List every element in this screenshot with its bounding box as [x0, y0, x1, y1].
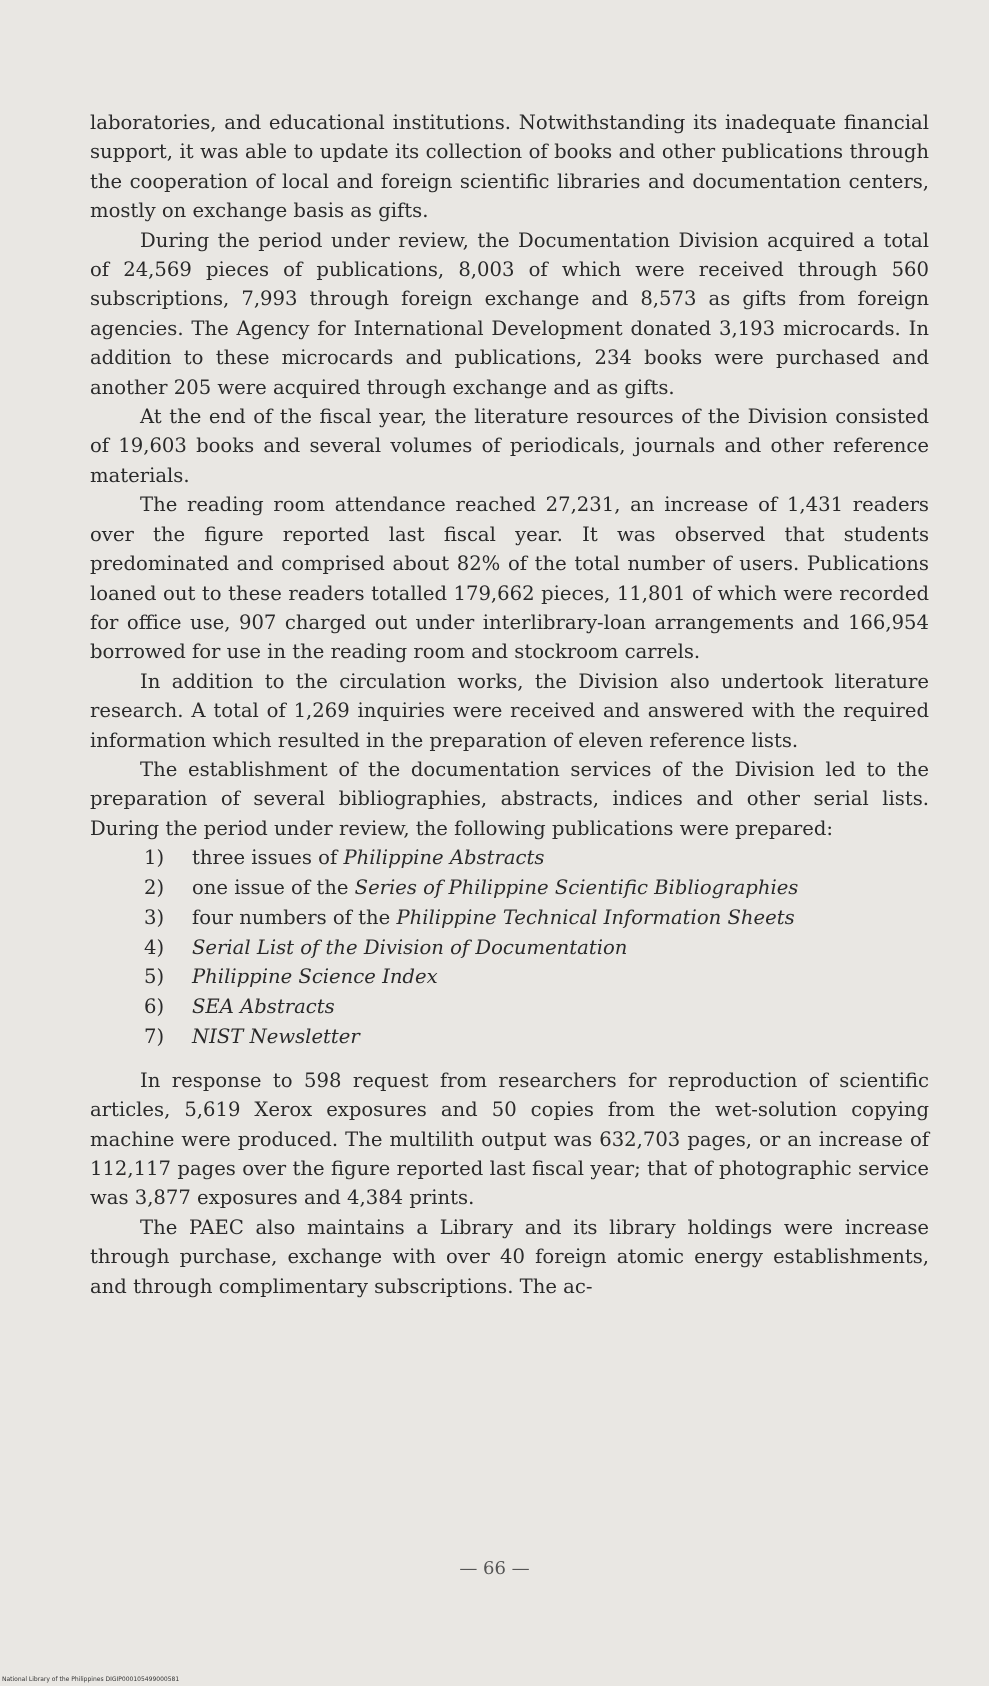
list-item	[144, 933, 929, 963]
list-item-number: 6)	[144, 995, 165, 1019]
paragraph-5: In addition to the circulation works, the Division also undertook literature research. A total of 1,269 inquiries were received and answered with the required information which resulted in the preparation of eleven reference lists.	[90, 669, 929, 752]
list-item-number: 2)	[144, 875, 165, 899]
paragraph-7: In response to 598 request from researchers for reproduction of scientific articles, 5,619 Xerox exposures and 50 copies from the wet-solution copying machine were produced. The multilith output was 632,703 pages, or an increase of 112,117 pages over the figure reported last fiscal year; that of photographic service was 3,877 exposures and 4,384 prints.	[90, 1068, 929, 1210]
list-item	[144, 873, 929, 903]
list-item-text: SEA Abstracts	[192, 995, 335, 1019]
list-item-number: 5)	[144, 965, 165, 989]
list-item	[144, 843, 929, 873]
list-item-text: Serial List of the Division of Documentation	[192, 935, 628, 959]
list-item-text: NIST Newsletter	[192, 1024, 360, 1048]
publications-list	[90, 843, 929, 1052]
paragraph-8: The PAEC also maintains a Library and its library holdings were increase through purchase, exchange with over 40 foreign atomic energy establishments, and through complimentary subscriptions. The ac-	[90, 1215, 929, 1298]
list-item-text: four numbers of the Philippine Technical Information Sheets	[192, 905, 795, 929]
list-item	[144, 962, 929, 992]
list-item-text: one issue of the Series of Philippine Scientific Bibliographies	[192, 875, 799, 899]
list-item-text: three issues of Philippine Abstracts	[192, 846, 545, 870]
list-item-number: 1)	[144, 846, 165, 870]
list-item	[144, 1022, 929, 1052]
paragraph-2: During the period under review, the Documentation Division acquired a total of 24,569 pieces of publications, 8,003 of which were received through 560 subscriptions, 7,993 through foreign exchange and 8,573 as gifts from foreign agencies. The Agency for International Development donated 3,193 microcards. In addition to these microcards and publications, 234 books were purchased and another 205 were acquired through exchange and as gifts.	[90, 228, 929, 399]
paragraph-1: laboratories, and educational institutions. Notwithstanding its inadequate financial support, it was able to update its collection of books and other publications through the cooperation of local and foreign scientific libraries and documentation centers, mostly on exchange basis as gifts.	[90, 111, 929, 223]
list-item-number: 4)	[144, 935, 165, 959]
list-item	[144, 992, 929, 1022]
paragraph-4: The reading room attendance reached 27,231, an increase of 1,431 readers over the figure reported last fiscal year. It was observed that students predominated and comprised about 82% of the total number of users. Publications loaned out to these readers totalled 179,662 pieces, 11,801 of which were recorded for office use, 907 charged out under interlibrary-loan arrangements and 166,954 borrowed for use in the reading room and stockroom carrels.	[90, 493, 929, 664]
footer-credit: National Library of the Philippines DIGIP000105499000581	[2, 1676, 180, 1683]
page-number: — 66 —	[459, 1558, 530, 1579]
list-item-number: 7)	[144, 1024, 165, 1048]
paragraph-3: At the end of the fiscal year, the literature resources of the Division consisted of 19,603 books and several volumes of periodicals, journals and other reference materials.	[90, 405, 929, 487]
list-item-number: 3)	[144, 905, 165, 929]
list-item	[144, 903, 929, 933]
list-item-text: Philippine Science Index	[192, 965, 438, 989]
paragraph-6: The establishment of the documentation services of the Division led to the preparation of several bibliographies, abstracts, indices and other serial lists. During the period under review, the following publications were prepared:	[90, 757, 929, 840]
